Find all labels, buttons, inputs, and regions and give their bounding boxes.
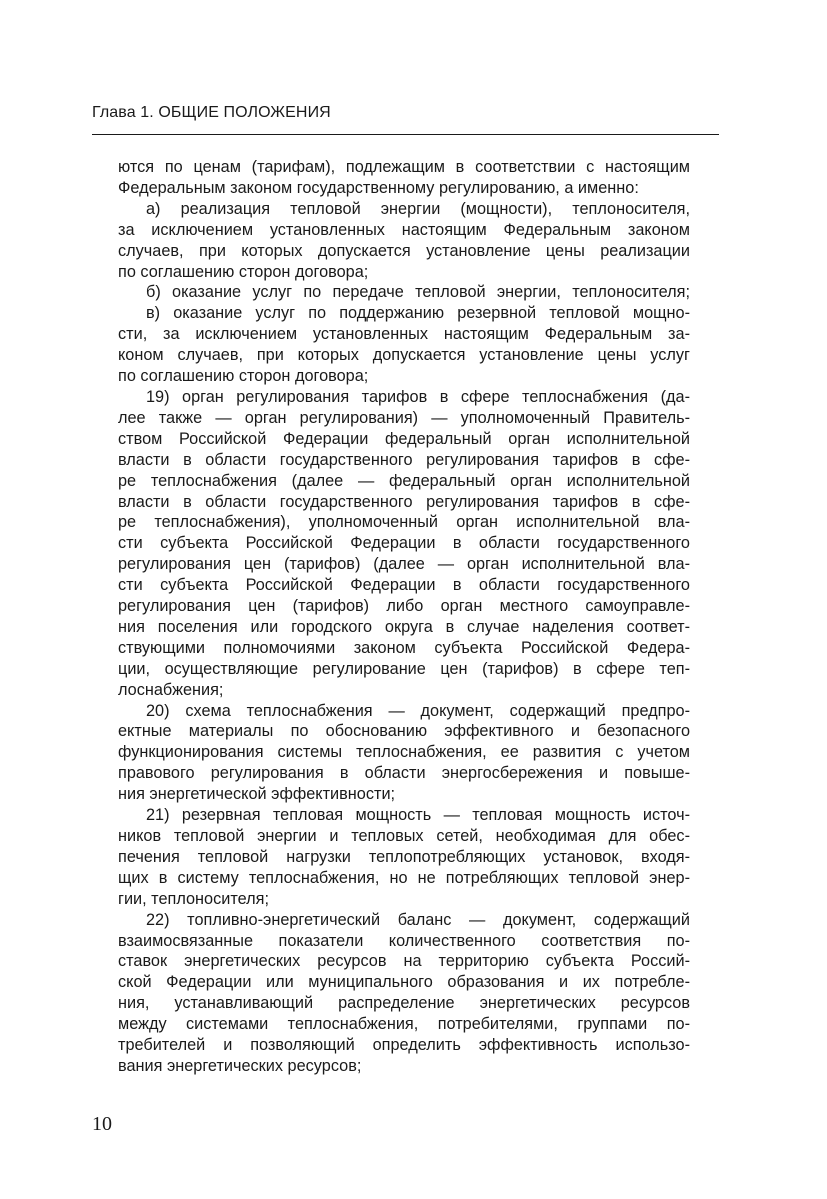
text-line: ния, устанавливающий распределение энергетических ресурсов: [118, 994, 690, 1013]
text-line: регулирования цен (тарифов) (далее — орган исполнительной вла-: [118, 555, 690, 574]
text-line: случаев, при которых допускается установление цены реализации: [118, 241, 690, 260]
page-number: 10: [92, 1113, 112, 1135]
text-line: ре теплоснабжения), уполномоченный орган исполнительной вла-: [118, 513, 690, 532]
text-line: требителей и позволяющий определить эффективность использо-: [118, 1036, 690, 1055]
text-line: б) оказание услуг по передаче тепловой энергии, теплоносителя;: [146, 283, 690, 302]
text-line: сти субъекта Российской Федерации в области государственного: [118, 534, 690, 553]
text-line: по соглашению сторон договора;: [118, 367, 369, 386]
text-line: ставок энергетических ресурсов на территорию субъекта Россий-: [118, 952, 690, 971]
text-line: 19) орган регулирования тарифов в сфере теплоснабжения (да-: [146, 387, 690, 406]
text-line: правового регулирования в области энергосбережения и повыше-: [118, 764, 690, 783]
text-line: гии, теплоносителя;: [118, 889, 269, 908]
text-line: вания энергетических ресурсов;: [118, 1056, 362, 1075]
text-line: лее также — орган регулирования) — уполномоченный Правитель-: [118, 408, 690, 427]
text-line: между системами теплоснабжения, потребителями, группами по-: [118, 1015, 690, 1034]
text-line: 20) схема теплоснабжения — документ, содержащий предпро-: [146, 701, 690, 720]
text-line: печения тепловой нагрузки теплопотребляющих установок, входя-: [118, 847, 690, 866]
text-line: коном случаев, при которых допускается установление цены услуг: [118, 346, 690, 365]
text-line: по соглашению сторон договора;: [118, 262, 369, 281]
text-line: за исключением установленных настоящим Федеральным законом: [118, 220, 690, 239]
text-line: регулирования цен (тарифов) либо орган местного самоуправле-: [118, 597, 690, 616]
text-line: Федеральным законом государственному регулированию, а именно:: [118, 178, 639, 197]
text-line: ются по ценам (тарифам), подлежащим в соответствии с настоящим: [118, 158, 690, 176]
text-line: ством Российской Федерации федеральный орган исполнительной: [118, 429, 690, 448]
text-line: сти субъекта Российской Федерации в области государственного: [118, 576, 690, 595]
text-line: 21) резервная тепловая мощность — тепловая мощность источ-: [146, 806, 690, 825]
text-line: ектные материалы по обоснованию эффективного и безопасного: [118, 722, 690, 741]
running-header-title: Глава 1. ОБЩИЕ ПОЛОЖЕНИЯ: [92, 104, 331, 121]
header-divider: [92, 134, 719, 135]
text-line: ции, осуществляющие регулирование цен (тарифов) в сфере теп-: [118, 659, 690, 678]
text-line: ников тепловой энергии и тепловых сетей, необходимая для обес-: [118, 827, 690, 845]
text-line: щих в систему теплоснабжения, но не потребляющих тепловой энер-: [118, 868, 690, 887]
text-line: сти, за исключением установленных настоящим Федеральным за-: [118, 325, 690, 344]
text-line: а) реализация тепловой энергии (мощности), теплоносителя,: [146, 199, 690, 218]
text-line: в) оказание услуг по поддержанию резервной тепловой мощно-: [146, 304, 690, 323]
text-line: ре теплоснабжения (далее — федеральный орган исполнительной: [118, 471, 690, 490]
text-line: лоснабжения;: [118, 680, 224, 699]
text-line: функционирования системы теплоснабжения, ее развития с учетом: [118, 743, 690, 762]
text-line: ния энергетической эффективности;: [118, 785, 396, 804]
text-line: взаимосвязанные показатели количественного соответствия по-: [118, 931, 690, 950]
text-line: ния поселения или городского округа в случае наделения соответ-: [118, 617, 690, 636]
text-line: ствующими полномочиями законом субъекта Российской Федера-: [118, 638, 690, 657]
text-line: 22) топливно-энергетический баланс — документ, содержащий: [146, 910, 690, 929]
text-line: ской Федерации или муниципального образования и их потребле-: [118, 973, 690, 992]
text-line: власти в области государственного регулирования тарифов в сфе-: [118, 492, 690, 511]
body-text: [118, 157, 690, 1077]
text-line: власти в области государственного регулирования тарифов в сфе-: [118, 450, 690, 469]
